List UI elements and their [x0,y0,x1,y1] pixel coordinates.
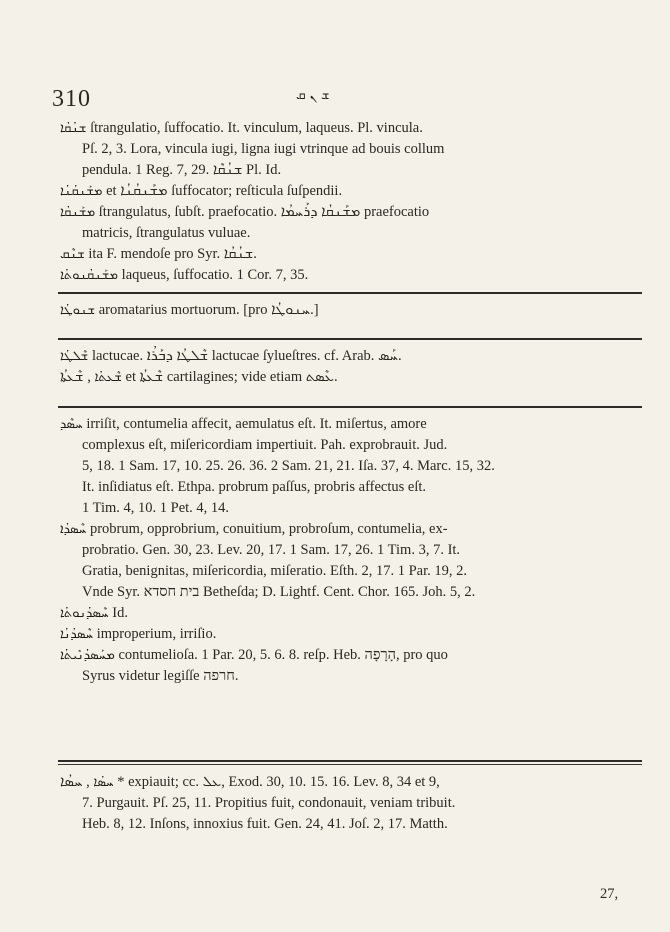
page-number: 310 [52,86,91,112]
section-rule-double [58,764,642,765]
entry-line: Pſ. 2, 3. Lora, vincula iugi, ligna iugi vtrinque ad bouis collum [82,141,445,157]
entry-line: ܚܶܣܕܳܐ probrum, opprobrium, conuitium, probroſum, contumelia, ex- [60,521,448,537]
entry-line: probratio. Gen. 30, 23. Lev. 20, 17. 1 Sam. 17, 26. 1 Tim. 3, 7. It. [82,542,461,558]
syriac-headword: ܫܶܠܛܳܐ [60,349,89,364]
entry-line: ܫܶܠܛܳܐ lactucae. ܫܶܠܛܳܐ ܕܒܰܪܳܐ lactucae ſylueſtres. cf. Arab. ܚܰܣ. [60,348,402,364]
entry-line: 7. Purgauit. Pſ. 25, 11. Propitius fuit, condonauit, veniam tribuit. [82,795,456,811]
syriac-headword: ܚܣܳܐ [93,775,114,790]
entry-line: ܫܢܶܩ ita F. mendoſe pro Syr. ܫܢܳܩܳܐ. [60,246,257,262]
syriac-headword: ܫܢܳܩܳܐ [60,121,87,136]
catchword: 27, [600,886,619,902]
entry-line: ܚܣܶܕ irriſit, contumelia affecit, aemulatus eſt. It. miſertus, amore [60,416,427,432]
entry-block-aromatarius [60,300,640,321]
syriac-headword: ܚܶܣܕܳܐ [60,522,87,537]
entry-line: matricis, ſtrangulatus vuluae. [82,225,251,241]
entry-line: ܫܢܳܩܳܐ ſtrangulatio, ſuffocatio. It. vinculum, laqueus. Pl. vincula. [60,120,423,136]
syriac-headword: ܡܫܰܢܩܳܢܳܐ [60,184,103,199]
running-head: ܫ ܢ ܩ [296,88,330,103]
entry-block-lactucae [60,346,640,388]
syriac-headword: ܚܣܶܕ [60,417,83,432]
entry-line: It. inſidiatus eſt. Ethpa. probrum paſſus, probris affectus eſt. [82,479,427,495]
entry-line: Heb. 8, 12. Inſons, innoxius fuit. Gen. 24, 41. Joſ. 2, 17. Matth. [82,816,448,832]
entry-line: ܡܚܰܣܕܳܢܺܝܬܳܐ contumelioſa. 1 Par. 20, 5. 6. 8. reſp. Heb. הָרָפָה, pro quo [60,647,448,663]
syriac-headword: ܫܶܥܬܳܐ [94,370,122,385]
entry-line: ܚܶܣܕܳܢܘܬܳܐ Id. [60,605,128,621]
entry-line: ܫܢܘܛܳܐ aromatarius mortuorum. [pro ܚܢܘܛܳܐ.] [60,302,319,318]
entry-block-expiauit [60,772,640,835]
section-rule [58,338,642,340]
entry-line: Vnde Syr. בית חסדא Betheſda; D. Lightf. Cent. Chor. 165. Joh. 5, 2. [82,584,476,600]
syriac-headword: ܡܫܰܢܩܳܐ [60,205,96,220]
entry-line: complexus eſt, miſericordiam impertiuit. Pah. exprobrauit. Jud. [82,437,448,453]
entry-line: ܫܶܥܬܳܐ , ܫܶܥܬܳܐ et ܫܶܥܬܳܐ cartilagines; vide etiam ܥܶܣܬ. [60,369,338,385]
section-rule [58,760,642,762]
syriac-headword: ܫܢܘܛܳܐ [60,303,96,318]
section-rule [58,406,642,408]
entry-line: ܚܣܳܐ , ܚܣܳܐ * expiauit; cc. ܥܠ, Exod. 30, 10. 15. 16. Lev. 8, 34 et 9, [60,774,440,790]
entry-block-strangulatio [60,118,640,286]
entry-line: ܡܫܰܢܩܳܢܳܐ et ܡܫܰܢܩܳܢܳܐ ſuffocator; reſticula ſuſpendii. [60,183,343,199]
syriac-headword: ܚܶܣܕܳܢܳܐ [60,627,94,642]
entry-line: Syrus videtur legiſſe חרפה. [82,668,239,684]
section-rule [58,292,642,294]
entry-block-irrisit [60,414,640,687]
entry-line: 1 Tim. 4, 10. 1 Pet. 4, 14. [82,500,230,516]
entry-line: 5, 18. 1 Sam. 17, 10. 25. 26. 36. 2 Sam. 21, 21. Iſa. 37, 4. Marc. 15, 32. [82,458,495,474]
entry-line: pendula. 1 Reg. 7, 29. ܫܢܳܩܶܐ Pl. Id. [82,162,282,178]
entry-line: ܡܫܰܢܩܳܢܘܬܳܐ laqueus, ſuffocatio. 1 Cor. 7, 35. [60,267,309,283]
entry-line: ܚܶܣܕܳܢܳܐ improperium, irriſio. [60,626,217,642]
syriac-headword: ܡܚܰܣܕܳܢܺܝܬܳܐ [60,648,115,663]
entry-line: ܡܫܰܢܩܳܐ ſtrangulatus, ſubſt. praefocatio. ܡܫܰܢܩܳܐ ܕܪܰܚܡܳܐ praefocatio [60,204,430,220]
syriac-headword: ܫܢܶܩ [60,247,85,262]
entry-line: Gratia, benignitas, miſericordia, miſeratio. Eſth. 2, 17. 1 Par. 19, 2. [82,563,467,579]
syriac-headword: ܚܶܣܕܳܢܘܬܳܐ [60,606,109,621]
syriac-headword: ܡܫܰܢܩܳܢܘܬܳܐ [60,268,119,283]
